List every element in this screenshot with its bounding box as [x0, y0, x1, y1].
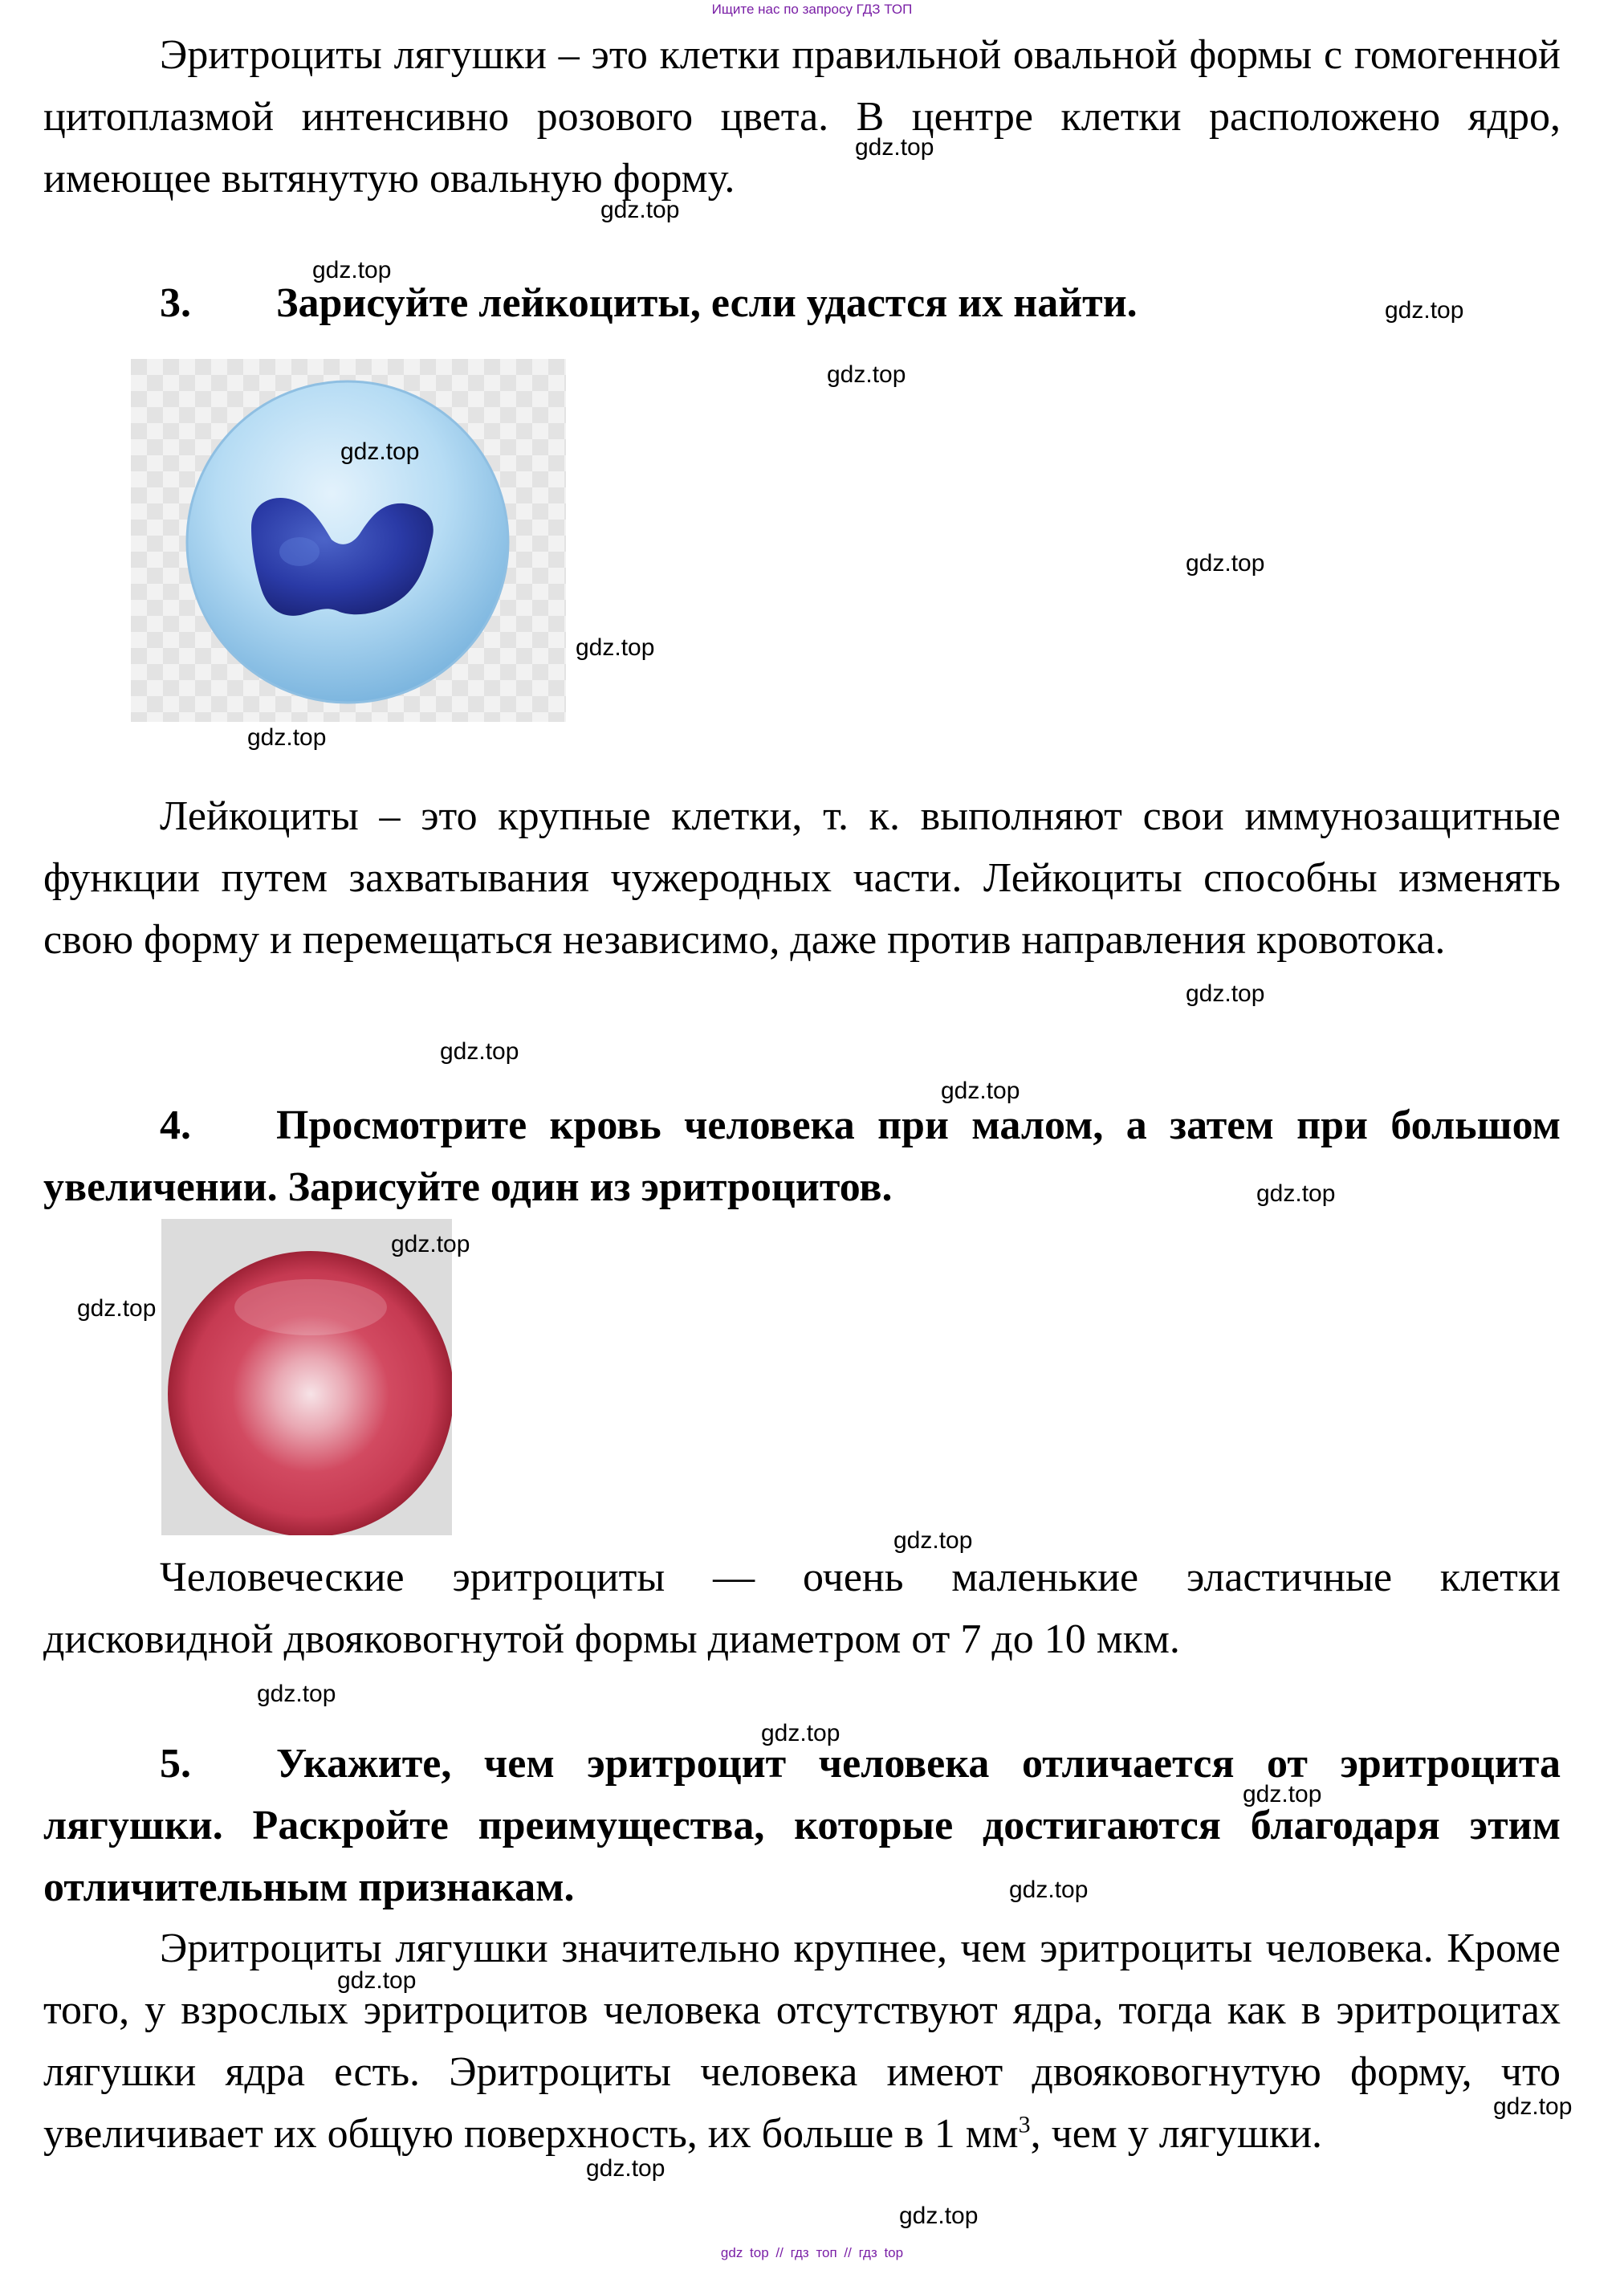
watermark: gdz.top: [77, 1295, 157, 1322]
task-number: 3.: [160, 280, 191, 326]
watermark: gdz.top: [337, 1967, 417, 1994]
watermark: gdz.top: [1493, 2093, 1573, 2120]
paragraph-frog-erythrocytes: [43, 24, 1561, 210]
paragraph-text: Эритроциты лягушки значительно крупнее, чем эритроциты человека. Кроме того, у взрослых эритроцитов человека отсутствуют ядра, тогда как в эритроцитах лягушки ядра есть. Эритроциты человека имеют двояковогнутую форму, что увеличивает их общую поверхность, их больше в 1 мм: [43, 1926, 1561, 2157]
watermark: gdz.top: [600, 197, 680, 223]
paragraph-comparison: [43, 1917, 1561, 2165]
paragraph-leukocytes: [43, 785, 1561, 971]
watermark: gdz.top: [586, 2155, 665, 2182]
paragraph-human-erythrocytes: [43, 1547, 1561, 1670]
erythrocyte-illustration: [161, 1219, 452, 1535]
paragraph-text: Человеческие эритроциты — очень маленькие эластичные клетки дисковидной двояковогнутой формы диаметром от 7 до 10 мкм.: [43, 1555, 1561, 1662]
watermark: gdz.top: [893, 1527, 973, 1554]
paragraph-text: Эритроциты лягушки – это клетки правильной овальной формы с гомогенной цитоплазмой интенсивно розового цвета. В центре клетки расположено ядро, имеющее вытянутую овальную форму.: [43, 32, 1561, 202]
task-3-heading: [43, 272, 1561, 334]
watermark: gdz.top: [312, 257, 392, 283]
watermark: gdz.top: [827, 361, 906, 388]
leukocyte-cell: [187, 381, 508, 703]
superscript: 3: [1018, 2111, 1031, 2138]
task-text: Укажите, чем эритроцит человека отличается от эритроцита лягушки. Раскройте преимущества, которые достигаются благодаря этим отличительным признакам.: [43, 1741, 1561, 1910]
watermark: gdz.top: [576, 634, 655, 661]
watermark: gdz.top: [1243, 1781, 1322, 1807]
watermark: gdz.top: [440, 1038, 519, 1065]
watermark: gdz.top: [941, 1078, 1020, 1104]
footer-banner: gdz top // гдз топ // гдз top: [720, 2245, 904, 2260]
watermark: gdz.top: [247, 724, 327, 751]
paragraph-text-end: , чем у лягушки.: [1030, 2111, 1323, 2157]
task-number: 5.: [160, 1741, 191, 1787]
task-text: Просмотрите кровь человека при малом, а затем при большом увеличении. Зарисуйте один из эритроцитов.: [43, 1102, 1561, 1210]
watermark: gdz.top: [1186, 550, 1265, 577]
task-text: Зарисуйте лейкоциты, если удастся их найти.: [276, 280, 1138, 326]
header-banner: Ищите нас по запросу ГДЗ ТОП: [711, 2, 913, 17]
leukocyte-illustration: [131, 359, 566, 722]
watermark: gdz.top: [855, 134, 934, 161]
watermark: gdz.top: [1009, 1877, 1089, 1903]
watermark: gdz.top: [1256, 1180, 1336, 1207]
watermark: gdz.top: [391, 1231, 470, 1257]
watermark: gdz.top: [1385, 297, 1464, 324]
watermark: gdz.top: [257, 1681, 336, 1707]
watermark: gdz.top: [340, 438, 420, 465]
watermark: gdz.top: [1186, 980, 1265, 1007]
task-5-heading: [43, 1733, 1561, 1918]
task-number: 4.: [160, 1102, 191, 1148]
paragraph-text: Лейкоциты – это крупные клетки, т. к. выполняют свои иммунозащитные функции путем захватывания чужеродных части. Лейкоциты способны изменять свою форму и перемещаться независимо, даже против направления кровотока.: [43, 793, 1561, 963]
watermark: gdz.top: [761, 1720, 840, 1746]
watermark: gdz.top: [899, 2203, 979, 2229]
